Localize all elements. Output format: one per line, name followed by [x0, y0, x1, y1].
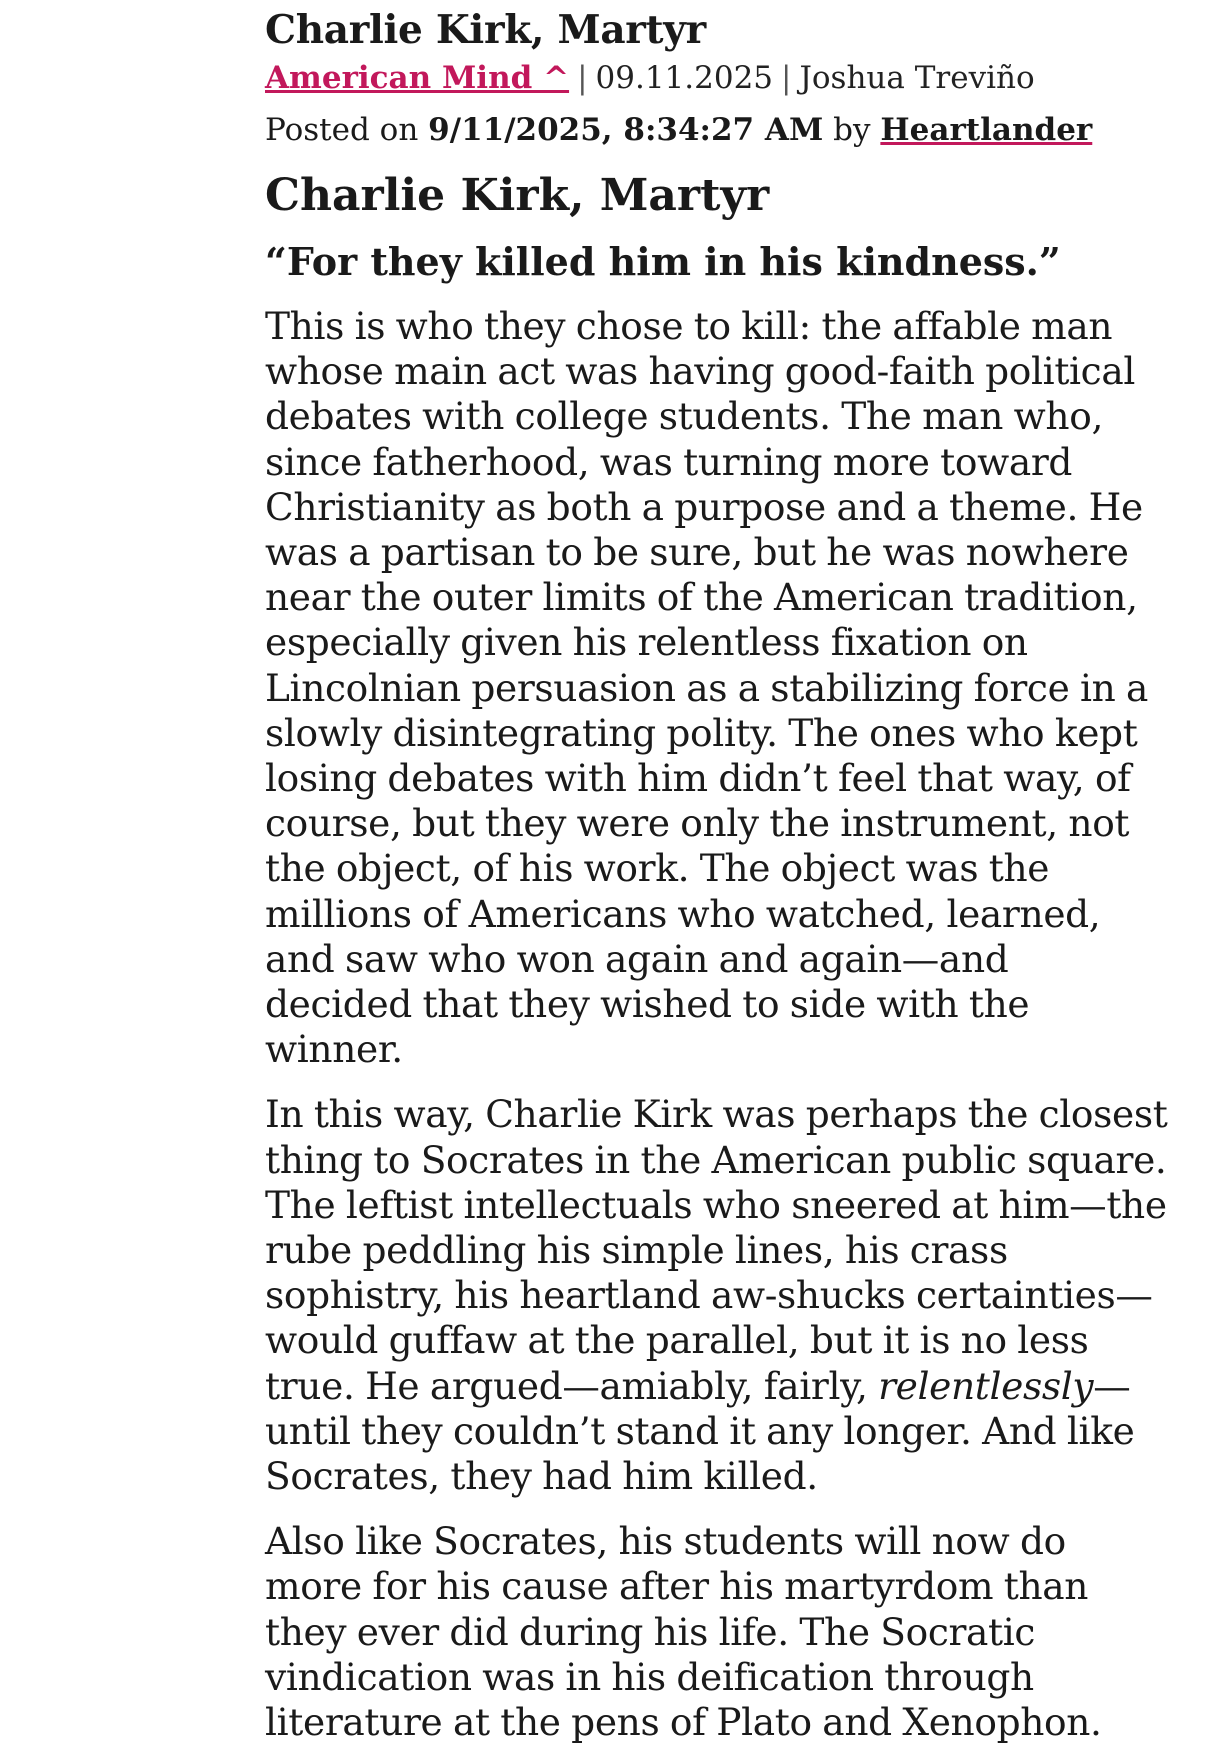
paragraph-1	[265, 304, 1165, 1072]
paragraph-line: thing to Socrates in the American public square.	[265, 1137, 1167, 1182]
line-suffix: —	[1093, 1363, 1131, 1408]
separator: |	[781, 60, 792, 96]
paragraph-line: In this way, Charlie Kirk was perhaps the closest	[265, 1092, 1168, 1137]
paragraph-line: debates with college students. The man who,	[265, 394, 1104, 439]
separator: |	[577, 60, 588, 96]
paragraph-line: near the outer limits of the American tradition,	[265, 575, 1138, 620]
posted-prefix: Posted on	[265, 112, 419, 148]
paragraph-line: This is who they chose to kill: the affable man	[265, 304, 1113, 348]
paragraph-line: vindication was in his deification through	[265, 1654, 1034, 1699]
paragraph-line: Lincolnian persuasion as a stabilizing force in a	[265, 665, 1149, 710]
article-author: Joshua Treviño	[799, 60, 1035, 96]
paragraph-line: literature at the pens of Plato and Xenophon.	[265, 1700, 1102, 1745]
paragraph-line: the object, of his work. The object was the	[265, 846, 1050, 891]
paragraph-line: since fatherhood, was turning more toward	[265, 439, 1073, 484]
paragraph-line: millions of Americans who watched, learned,	[265, 891, 1101, 936]
paragraph-line: slowly disintegrating polity. The ones who kept	[265, 710, 1138, 755]
paragraph-line: whose main act was having good-faith political	[265, 349, 1135, 394]
paragraph-line: course, but they were only the instrument, not	[265, 801, 1130, 846]
paragraph-2	[265, 1092, 1168, 1499]
posted-by-label: by	[833, 112, 871, 148]
paragraph-line: more for his cause after his martyrdom than	[265, 1564, 1089, 1609]
paragraph-line: rube peddling his simple lines, his crass	[265, 1228, 1008, 1273]
poster-link[interactable]: Heartlander	[880, 112, 1093, 148]
paragraph-line: The leftist intellectuals who sneered at him—the	[265, 1182, 1167, 1227]
paragraph-line: decided that they wished to side with the	[265, 982, 1030, 1027]
posted-line	[265, 110, 1165, 150]
article-date: 09.11.2025	[595, 60, 774, 96]
article-subtitle: “For they killed him in his kindness.”	[265, 239, 1061, 284]
italic-emphasis: relentlessly	[878, 1363, 1094, 1408]
paragraph-line: and saw who won again and again—and	[265, 936, 1009, 981]
source-line	[265, 58, 1165, 98]
post-headline: Charlie Kirk, Martyr	[265, 7, 706, 53]
posted-datetime: 9/11/2025, 8:34:27 AM	[428, 112, 824, 148]
paragraph-line: losing debates with him didn’t feel that way, of	[265, 756, 1131, 801]
paragraph-line: was a partisan to be sure, but he was nowhere	[265, 530, 1129, 575]
post-container	[265, 0, 1168, 1745]
paragraph-line: would guffaw at the parallel, but it is no less	[265, 1318, 1089, 1363]
paragraph-line: until they couldn’t stand it any longer. And like	[265, 1408, 1135, 1453]
paragraph-line: especially given his relentless fixation on	[265, 620, 1028, 665]
paragraph-line: winner.	[265, 1027, 403, 1072]
line-prefix: true. He argued—amiably, fairly,	[265, 1363, 879, 1408]
paragraph-line	[265, 1364, 1165, 1409]
paragraph-line: Christianity as both a purpose and a theme. He	[265, 484, 1143, 529]
paragraph-line: Also like Socrates, his students will now do	[265, 1519, 1066, 1564]
source-link[interactable]: American Mind ^	[265, 60, 570, 96]
paragraph-3	[265, 1519, 1165, 1745]
paragraph-line: sophistry, his heartland aw-shucks certainties—	[265, 1273, 1153, 1318]
paragraph-line: they ever did during his life. The Socratic	[265, 1609, 1036, 1654]
article-title: Charlie Kirk, Martyr	[265, 170, 770, 221]
paragraph-line: Socrates, they had him killed.	[265, 1454, 818, 1499]
